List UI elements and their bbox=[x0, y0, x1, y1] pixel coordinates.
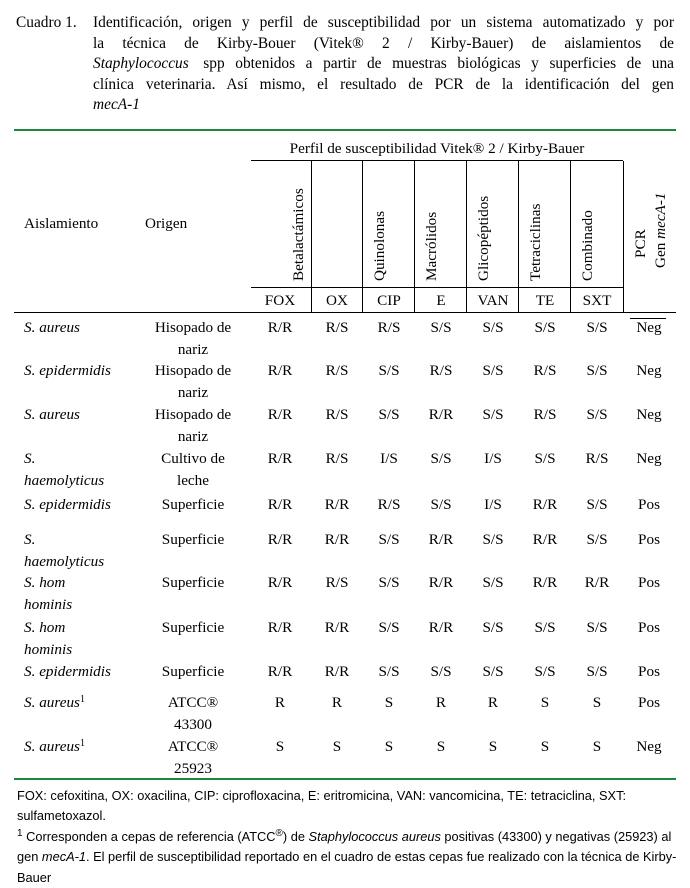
isolate-name bbox=[24, 572, 72, 616]
susceptibility-e: S/S bbox=[430, 319, 452, 336]
susceptibility-sxt: S/S bbox=[586, 406, 608, 423]
class-header-5: Tetraciclinas bbox=[527, 203, 544, 281]
group-header: Perfil de susceptibilidad Vitek® 2 / Kirby-Bauer bbox=[289, 140, 585, 157]
isolate-name bbox=[24, 448, 104, 492]
pcr-result: Pos bbox=[638, 619, 660, 636]
isolate-footnote-mark: 1 bbox=[79, 738, 85, 749]
susceptibility-e: R bbox=[435, 694, 447, 711]
class-header-1: Betalactámicos bbox=[290, 188, 307, 281]
isolate-name bbox=[24, 317, 80, 339]
susceptibility-fox: R bbox=[274, 694, 286, 711]
pcr-result: Neg bbox=[636, 450, 662, 467]
pcr-subheader-gene: mecA-1 bbox=[652, 192, 669, 239]
reference-footnote bbox=[17, 827, 677, 888]
susceptibility-e: R/S bbox=[429, 362, 453, 379]
abbrev-cip: CIP bbox=[377, 292, 401, 309]
origin-part: Superficie bbox=[161, 531, 225, 548]
footnote-text: . El perfil de susceptibilidad reportado en el cuadro de estas cepas fue realizado con la técnica de Kirby-Bauer bbox=[17, 849, 677, 885]
susceptibility-sxt: S/S bbox=[586, 319, 608, 336]
susceptibility-ox: R/R bbox=[324, 496, 350, 513]
susceptibility-te: S/S bbox=[534, 663, 556, 680]
caption-line-4: clínica veterinaria. Así mismo, el resultado de PCR de la identificación del gen bbox=[93, 75, 674, 93]
susceptibility-te: R/S bbox=[533, 362, 557, 379]
isolate-name-part: haemolyticus bbox=[24, 553, 105, 570]
origin-part: Superficie bbox=[161, 574, 225, 591]
origin-part: nariz bbox=[177, 428, 209, 445]
susceptibility-fox: R/R bbox=[267, 362, 293, 379]
isolate-origin bbox=[162, 494, 224, 516]
column-divider-3 bbox=[414, 161, 415, 313]
susceptibility-te: S/S bbox=[534, 450, 556, 467]
susceptibility-van: S/S bbox=[482, 531, 504, 548]
table-notes bbox=[17, 786, 677, 888]
susceptibility-fox: R/R bbox=[267, 496, 293, 513]
susceptibility-fox: R/R bbox=[267, 319, 293, 336]
isolate-name-part: S. aureus bbox=[24, 319, 80, 336]
susceptibility-fox: S bbox=[275, 738, 285, 755]
isolate-name bbox=[24, 692, 85, 714]
column-divider-2 bbox=[362, 161, 363, 313]
pcr-result: Pos bbox=[638, 574, 660, 591]
isolate-origin bbox=[162, 617, 224, 639]
abbrev-te: TE bbox=[535, 292, 555, 309]
isolate-footnote-mark: 1 bbox=[79, 694, 85, 705]
susceptibility-e: R/R bbox=[428, 531, 454, 548]
susceptibility-ox: R/S bbox=[325, 450, 349, 467]
caption-line-3 bbox=[93, 54, 674, 75]
isolate-name-part: S. epidermidis bbox=[24, 362, 111, 379]
susceptibility-te: R/R bbox=[532, 531, 558, 548]
origin-part: Cultivo de bbox=[161, 450, 225, 467]
susceptibility-sxt: R/S bbox=[585, 450, 609, 467]
susceptibility-sxt: S/S bbox=[586, 496, 608, 513]
caption-line-5: mecA-1 bbox=[93, 96, 140, 113]
susceptibility-sxt: S bbox=[592, 694, 602, 711]
susceptibility-fox: R/R bbox=[267, 450, 293, 467]
table-bottom-rule bbox=[14, 778, 676, 780]
origin-part: Hisopado de bbox=[154, 406, 232, 423]
susceptibility-sxt: S/S bbox=[586, 531, 608, 548]
abbrev-fox: FOX bbox=[264, 292, 296, 309]
footnote-text: positivas (43300) y negativas (25923) al gen bbox=[17, 828, 672, 865]
susceptibility-e: S bbox=[436, 738, 446, 755]
isolate-name bbox=[24, 360, 111, 382]
susceptibility-van: S/S bbox=[482, 319, 504, 336]
susceptibility-ox: R/R bbox=[324, 619, 350, 636]
susceptibility-ox: R/R bbox=[324, 663, 350, 680]
susceptibility-ox: S bbox=[332, 738, 342, 755]
pcr-result: Pos bbox=[638, 663, 660, 680]
susceptibility-van: S/S bbox=[482, 574, 504, 591]
pcr-result: Pos bbox=[638, 531, 660, 548]
origin-part: Hisopado de bbox=[154, 319, 232, 336]
susceptibility-cip: S bbox=[384, 694, 394, 711]
isolate-name bbox=[24, 404, 80, 426]
header-aislamiento: Aislamiento bbox=[24, 215, 99, 232]
origin-part: nariz bbox=[177, 341, 209, 358]
isolate-name bbox=[24, 736, 85, 758]
class-header-6: Combinado bbox=[579, 210, 596, 281]
susceptibility-sxt: S/S bbox=[586, 362, 608, 379]
susceptibility-te: R/S bbox=[533, 406, 557, 423]
class-header-4: Glicopéptidos bbox=[475, 195, 492, 281]
isolate-origin bbox=[155, 404, 231, 448]
susceptibility-cip: S/S bbox=[378, 663, 400, 680]
origin-part: 25923 bbox=[174, 760, 212, 777]
isolate-origin bbox=[155, 360, 231, 404]
susceptibility-e: R/R bbox=[428, 619, 454, 636]
isolate-origin bbox=[162, 529, 224, 551]
caption-label: Cuadro 1. bbox=[16, 14, 77, 31]
isolate-origin bbox=[168, 692, 218, 736]
origin-part: nariz bbox=[177, 384, 209, 401]
susceptibility-e: S/S bbox=[430, 450, 452, 467]
susceptibility-ox: R/S bbox=[325, 406, 349, 423]
footnote-text: Staphylococcus aureus bbox=[308, 828, 441, 844]
susceptibility-te: S bbox=[540, 694, 550, 711]
susceptibility-fox: R/R bbox=[267, 406, 293, 423]
susceptibility-fox: R/R bbox=[267, 663, 293, 680]
origin-part: Superficie bbox=[161, 619, 225, 636]
class-header-2: Quinolonas bbox=[371, 210, 388, 281]
susceptibility-van: S bbox=[488, 738, 498, 755]
susceptibility-sxt: S/S bbox=[586, 663, 608, 680]
origin-part: ATCC® bbox=[167, 738, 219, 755]
susceptibility-van: S/S bbox=[482, 663, 504, 680]
class-header-3: Macrólidos bbox=[423, 211, 440, 281]
isolate-name-part: S. epidermidis bbox=[24, 496, 111, 513]
group-header-rule bbox=[251, 160, 623, 161]
footnote-text: ) de bbox=[282, 828, 309, 844]
pcr-header: PCR bbox=[632, 229, 649, 258]
susceptibility-van: I/S bbox=[484, 450, 502, 467]
isolate-name bbox=[24, 661, 111, 683]
isolate-origin bbox=[162, 572, 224, 594]
isolate-name-part: S. bbox=[24, 531, 36, 548]
caption-genus: Staphylococcus bbox=[93, 55, 189, 72]
susceptibility-van: R bbox=[487, 694, 499, 711]
abbrev-van: VAN bbox=[477, 292, 509, 309]
pcr-result: Neg bbox=[636, 406, 662, 423]
susceptibility-te: S bbox=[540, 738, 550, 755]
caption-line-3-text: spp obtenidos a partir de muestras biológicas y superficies de una bbox=[192, 55, 674, 72]
isolate-name-part: haemolyticus bbox=[24, 472, 105, 489]
susceptibility-sxt: S/S bbox=[586, 619, 608, 636]
footnote-mark: 1 bbox=[17, 827, 23, 839]
footnote-text: mecA-1 bbox=[41, 849, 87, 865]
isolate-name-part: S. aureus bbox=[24, 738, 80, 755]
isolate-name bbox=[24, 529, 104, 573]
isolate-origin bbox=[155, 317, 231, 361]
pcr-result: Neg bbox=[636, 738, 662, 755]
susceptibility-fox: R/R bbox=[267, 574, 293, 591]
isolate-name-part: S. aureus bbox=[24, 406, 80, 423]
abbrev-ox: OX bbox=[326, 292, 348, 309]
susceptibility-van: I/S bbox=[484, 496, 502, 513]
susceptibility-e: R/R bbox=[428, 574, 454, 591]
isolate-name-part: hominis bbox=[24, 596, 73, 613]
susceptibility-cip: R/S bbox=[377, 319, 401, 336]
column-divider-1 bbox=[311, 161, 312, 313]
susceptibility-te: S/S bbox=[534, 619, 556, 636]
origin-part: Superficie bbox=[161, 496, 225, 513]
susceptibility-cip: I/S bbox=[380, 450, 398, 467]
pcr-subheader-prefix: Gen bbox=[652, 238, 669, 268]
susceptibility-cip: S/S bbox=[378, 531, 400, 548]
isolate-name-part: S. hom bbox=[24, 574, 66, 591]
header-origen: Origen bbox=[145, 215, 188, 232]
isolate-name-part: S. bbox=[24, 450, 36, 467]
susceptibility-cip: S/S bbox=[378, 362, 400, 379]
susceptibility-e: S/S bbox=[430, 663, 452, 680]
footnote-text: Corresponden a cepas de referencia (ATCC bbox=[22, 828, 276, 844]
abbrev-top-rule bbox=[251, 287, 623, 288]
footnote-text: ® bbox=[275, 827, 283, 839]
susceptibility-fox: R/R bbox=[267, 619, 293, 636]
susceptibility-sxt: R/R bbox=[584, 574, 610, 591]
isolate-origin bbox=[161, 448, 225, 492]
susceptibility-cip: S bbox=[384, 738, 394, 755]
susceptibility-te: R/R bbox=[532, 496, 558, 513]
column-divider-6 bbox=[570, 161, 571, 313]
origin-part: 43300 bbox=[174, 716, 212, 733]
isolate-name-part: S. epidermidis bbox=[24, 663, 111, 680]
isolate-origin bbox=[168, 736, 218, 780]
susceptibility-e: R/R bbox=[428, 406, 454, 423]
column-divider-5 bbox=[518, 161, 519, 313]
susceptibility-te: S/S bbox=[534, 319, 556, 336]
susceptibility-e: S/S bbox=[430, 496, 452, 513]
table-top-rule bbox=[14, 129, 676, 131]
susceptibility-ox: R bbox=[331, 694, 343, 711]
isolate-origin bbox=[162, 661, 224, 683]
pcr-result: Pos bbox=[638, 694, 660, 711]
origin-part: Superficie bbox=[161, 663, 225, 680]
origin-part: Hisopado de bbox=[154, 362, 232, 379]
isolate-name bbox=[24, 617, 72, 661]
abbrev-sxt: SXT bbox=[582, 292, 612, 309]
susceptibility-cip: S/S bbox=[378, 406, 400, 423]
susceptibility-cip: S/S bbox=[378, 619, 400, 636]
susceptibility-ox: R/R bbox=[324, 531, 350, 548]
caption-line-2: la técnica de Kirby-Bouer (Vitek® 2 / Kirby-Bauer) de aislamientos de bbox=[93, 34, 674, 52]
origin-part: leche bbox=[176, 472, 210, 489]
susceptibility-cip: R/S bbox=[377, 496, 401, 513]
pcr-result: Neg bbox=[636, 319, 662, 336]
susceptibility-cip: S/S bbox=[378, 574, 400, 591]
isolate-name-part: hominis bbox=[24, 641, 73, 658]
susceptibility-fox: R/R bbox=[267, 531, 293, 548]
susceptibility-van: S/S bbox=[482, 406, 504, 423]
column-divider-7 bbox=[623, 161, 624, 313]
pcr-result: Neg bbox=[636, 362, 662, 379]
abbrev-e: E bbox=[436, 292, 446, 309]
susceptibility-ox: R/S bbox=[325, 319, 349, 336]
header-bottom-rule bbox=[14, 312, 676, 313]
susceptibility-ox: R/S bbox=[325, 574, 349, 591]
pcr-result: Pos bbox=[638, 496, 660, 513]
origin-part: ATCC® bbox=[167, 694, 219, 711]
susceptibility-te: R/R bbox=[532, 574, 558, 591]
susceptibility-sxt: S bbox=[592, 738, 602, 755]
susceptibility-ox: R/S bbox=[325, 362, 349, 379]
column-divider-4 bbox=[466, 161, 467, 313]
susceptibility-van: S/S bbox=[482, 619, 504, 636]
isolate-name bbox=[24, 494, 111, 516]
abbreviations-note: FOX: cefoxitina, OX: oxacilina, CIP: ciprofloxacina, E: eritromicina, VAN: vancomicina, TE: tetraciclina, SXT: sulfametoxazol. bbox=[17, 788, 627, 824]
isolate-name-part: S. aureus bbox=[24, 694, 80, 711]
pcr-subheader bbox=[652, 193, 670, 269]
susceptibility-van: S/S bbox=[482, 362, 504, 379]
caption-line-1: Identificación, origen y perfil de susceptibilidad por un sistema automatizado y por bbox=[93, 14, 674, 31]
isolate-name-part: S. hom bbox=[24, 619, 66, 636]
